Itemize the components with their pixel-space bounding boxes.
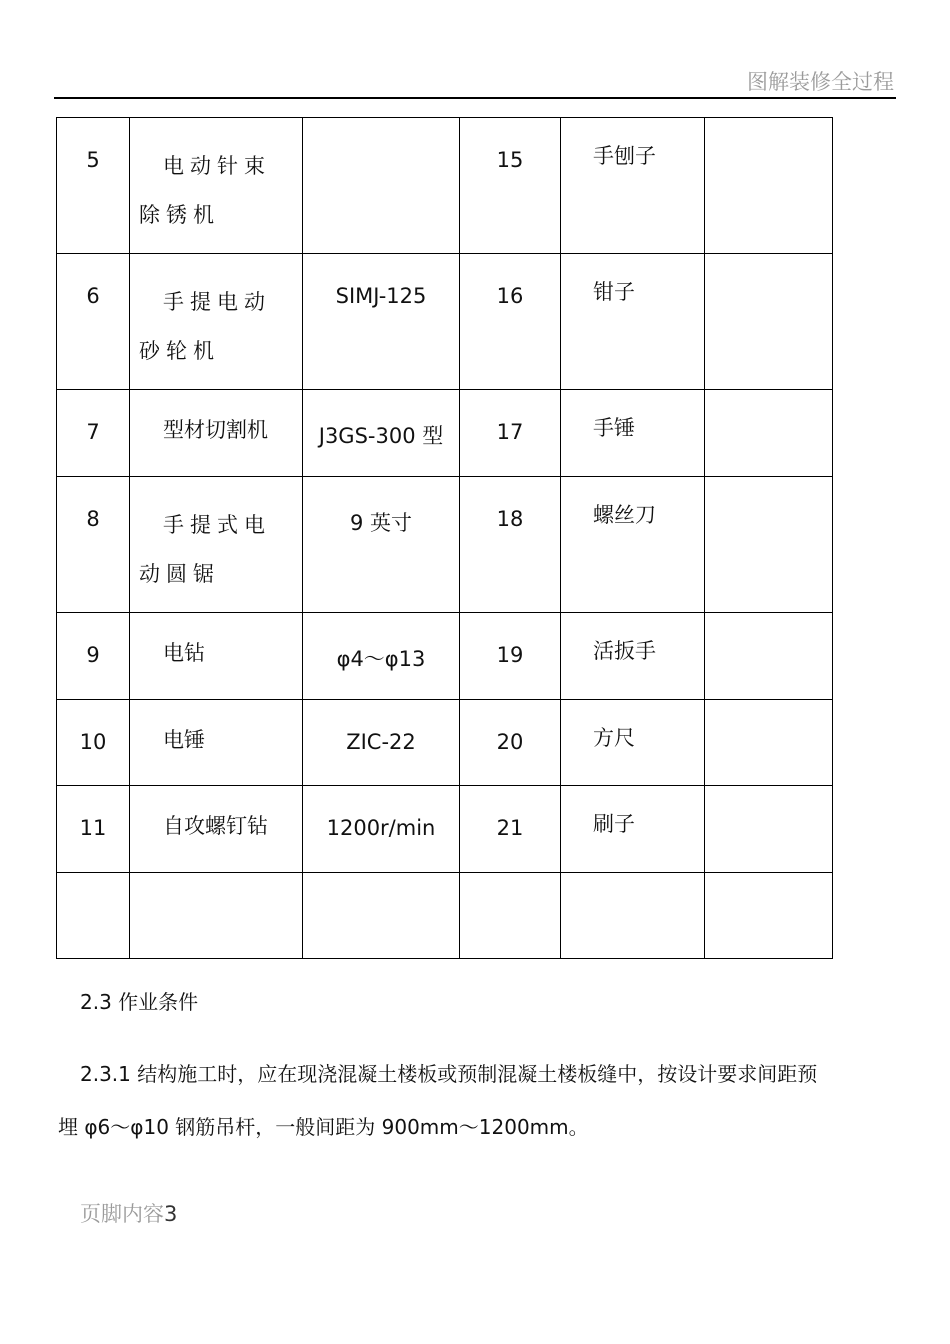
empty-cell [705, 390, 833, 477]
tool-name: 手提式电动圆锯 [130, 477, 303, 613]
tool-spec: φ4～φ13 [303, 613, 460, 700]
row-number-2: 16 [460, 254, 561, 390]
empty-cell [705, 118, 833, 254]
footer-label: 页脚内容 [80, 1202, 164, 1226]
row-number: 11 [57, 786, 130, 873]
row-number-2: 19 [460, 613, 561, 700]
empty-cell [705, 873, 833, 959]
paragraph-line-2: 埋 φ6～φ10 钢筋吊杆，一般间距为 900mm～1200mm。 [58, 1115, 589, 1139]
paragraph-line-1: 2.3.1 结构施工时，应在现浇混凝土楼板或预制混凝土楼板缝中，按设计要求间距预 [80, 1062, 818, 1086]
tool-spec: SIMJ-125 [303, 254, 460, 390]
footer [80, 1198, 177, 1228]
tool-name-2: 钳子 [561, 254, 705, 390]
tool-name: 电锤 [130, 700, 303, 786]
tool-name: 型材切割机 [130, 390, 303, 477]
header-title: 图解装修全过程 [747, 70, 894, 94]
table-row [57, 477, 833, 613]
table-row [57, 254, 833, 390]
tool-name-2 [561, 873, 705, 959]
row-number: 5 [57, 118, 130, 254]
tool-spec: J3GS-300 型 [303, 390, 460, 477]
row-number-2: 17 [460, 390, 561, 477]
header-rule [54, 97, 896, 99]
row-number [57, 873, 130, 959]
body-paragraph [58, 1048, 894, 1154]
tool-spec: ZIC-22 [303, 700, 460, 786]
table-row [57, 613, 833, 700]
row-number: 10 [57, 700, 130, 786]
table-row [57, 873, 833, 959]
row-number: 8 [57, 477, 130, 613]
empty-cell [705, 254, 833, 390]
row-number-2 [460, 873, 561, 959]
empty-cell [705, 786, 833, 873]
table-row [57, 390, 833, 477]
tool-name: 手提电动砂轮机 [130, 254, 303, 390]
row-number: 9 [57, 613, 130, 700]
tool-name-2: 刷子 [561, 786, 705, 873]
tool-name-2: 手刨子 [561, 118, 705, 254]
tool-spec [303, 118, 460, 254]
tool-spec: 9 英寸 [303, 477, 460, 613]
row-number: 7 [57, 390, 130, 477]
tool-name [130, 873, 303, 959]
row-number-2: 18 [460, 477, 561, 613]
table-row [57, 700, 833, 786]
row-number-2: 15 [460, 118, 561, 254]
empty-cell [705, 477, 833, 613]
tool-spec: 1200r/min [303, 786, 460, 873]
tool-name-2: 方尺 [561, 700, 705, 786]
row-number-2: 20 [460, 700, 561, 786]
tool-name-2: 手锤 [561, 390, 705, 477]
section-heading: 2.3 作业条件 [80, 990, 199, 1014]
tools-table [56, 117, 833, 959]
tool-name-2: 活扳手 [561, 613, 705, 700]
page-number: 3 [164, 1202, 178, 1226]
tool-name: 电钻 [130, 613, 303, 700]
empty-cell [705, 700, 833, 786]
row-number: 6 [57, 254, 130, 390]
table-row [57, 118, 833, 254]
tool-spec [303, 873, 460, 959]
tool-name: 自攻螺钉钻 [130, 786, 303, 873]
row-number-2: 21 [460, 786, 561, 873]
tool-name: 电动针束除锈机 [130, 118, 303, 254]
table-row [57, 786, 833, 873]
tool-name-2: 螺丝刀 [561, 477, 705, 613]
empty-cell [705, 613, 833, 700]
